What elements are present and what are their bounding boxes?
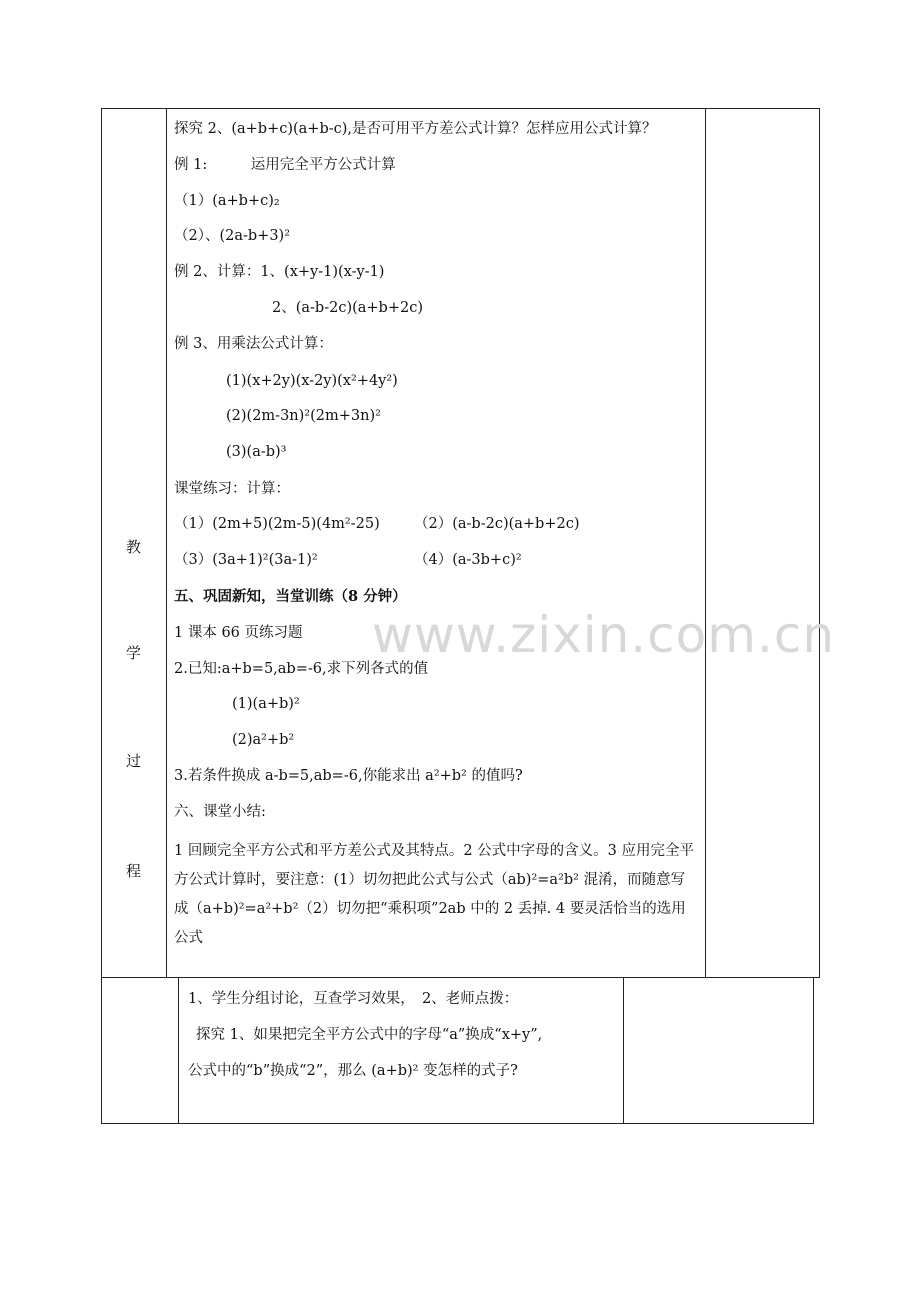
text-line: (3)(a-b)³ — [226, 444, 287, 460]
text-line: （3）(3a+1)²(3a-1)² — [174, 552, 318, 568]
watermark: www.zixin.com.cn — [372, 606, 836, 664]
text-line: （1）(a+b+c)₂ — [174, 193, 280, 209]
section-heading: 五、巩固新知，当堂训练（8 分钟） — [174, 588, 407, 605]
text-line: 2.已知:a+b=5,ab=-6,求下列各式的值 — [174, 661, 429, 677]
column-divider — [178, 978, 179, 1123]
text-line: 3.若条件换成 a-b=5,ab=-6,你能求出 a²+b² 的值吗? — [174, 768, 523, 784]
text-line: （4）(a-3b+c)² — [414, 552, 522, 568]
text-line: (1)(x+2y)(x-2y)(x²+4y²) — [226, 373, 398, 389]
column-divider — [166, 109, 167, 977]
activity-table — [101, 977, 814, 1124]
summary-paragraph: 1 回顾完全平方公式和平方差公式及其特点。2 公式中字母的含义。3 应用完全平方公式计算时，要注意：(1）切勿把此公式与公式（ab)²=a²b² 混淆，而随意写成（a+b)²=a²+b²（2）切勿把“乘积项”2ab 中的 2 丢掉. 4 要灵活恰当的选用公式 — [174, 843, 695, 946]
text-line: (2)(2m-3n)²(2m+3n)² — [226, 408, 381, 424]
side-label-char: 过 — [126, 752, 142, 770]
column-divider — [705, 109, 706, 977]
content-cell — [188, 978, 618, 1123]
text-line: (1)(a+b)² — [232, 696, 300, 712]
text-line: 1 课本 66 页练习题 — [174, 625, 303, 641]
lesson-table — [101, 108, 820, 978]
column-divider — [623, 978, 624, 1123]
text-line: 2、(a-b-2c)(a+b+2c) — [272, 300, 423, 316]
text-line: 1、学生分组讨论，互查学习效果， 2、老师点拨： — [188, 991, 519, 1007]
text-line: 公式中的“b”换成“2”，那么 (a+b)² 变怎样的式子? — [188, 1063, 518, 1079]
text-line: 例 2、计算：1、(x+y-1)(x-y-1) — [174, 264, 385, 280]
text-line: 例 1: 运用完全平方公式计算 — [174, 157, 396, 173]
text-line: 课堂练习：计算： — [174, 481, 290, 497]
text-line: 探究 1、如果把完全平方公式中的字母“a”换成“x+y”, — [196, 1027, 543, 1043]
text-line: （1）(2m+5)(2m-5)(4m²-25) — [174, 516, 380, 532]
text-line: （2）(a-b-2c)(a+b+2c) — [414, 516, 580, 532]
side-label-char: 教 — [126, 538, 142, 556]
text-line: （2）、(2a-b+3)² — [174, 228, 291, 244]
side-label-char: 程 — [126, 862, 142, 880]
content-cell — [174, 109, 704, 977]
text-line: (2)a²+b² — [232, 732, 295, 748]
section-heading: 六、课堂小结: — [174, 804, 266, 820]
side-label-char: 学 — [126, 644, 142, 662]
text-line: 探究 2、(a+b+c)(a+b-c),是否可用平方差公式计算？怎样应用公式计算？ — [174, 121, 657, 137]
text-line: 例 3、用乘法公式计算： — [174, 336, 333, 352]
